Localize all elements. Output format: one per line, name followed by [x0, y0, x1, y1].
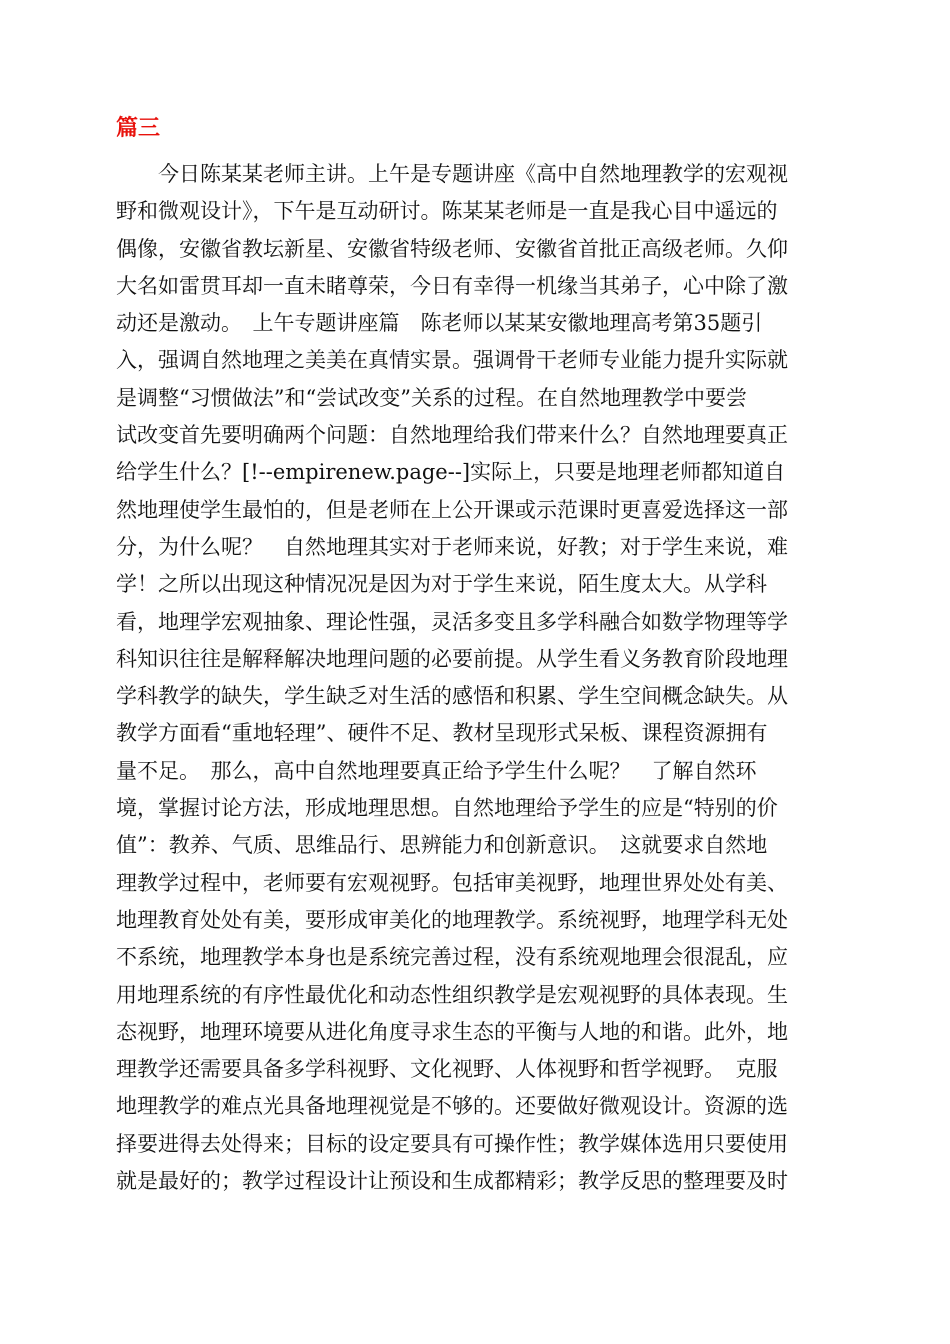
text-line: 大名如雷贯耳却一直未睹尊荣，今日有幸得一机缘当其弟子，心中除了激: [116, 273, 788, 298]
text-line: 理教学还需要具备多学科视野、文化视野、人体视野和哲学视野。 克服: [116, 1057, 778, 1082]
text-line: 量不足。 那么，高中自然地理要真正给予学生什么呢？ 了解自然环: [116, 758, 757, 783]
body-paragraph: [116, 156, 836, 1200]
text-line: 今日陈某某老师主讲。上午是专题讲座《高中自然地理教学的宏观视: [116, 162, 788, 186]
text-line: 然地理使学生最怕的，但是老师在上公开课或示范课时更喜爱选择这一部: [116, 497, 788, 522]
text-line: 科知识往往是解释解决地理问题的必要前提。从学生看义务教育阶段地理: [116, 646, 788, 671]
text-line: 教学方面看“重地轻理”、硬件不足、教材呈现形式呆板、课程资源拥有: [116, 721, 768, 746]
text-line: 学！之所以出现这种情况况是因为对于学生来说，陌生度太大。从学科: [116, 572, 767, 597]
text-line: 值”：教养、气质、思维品行、思辨能力和创新意识。 这就要求自然地: [116, 833, 768, 858]
text-line: 择要进得去处得来；目标的设定要具有可操作性；教学媒体选用只要使用: [116, 1131, 788, 1156]
text-line: 给学生什么？[!--empirenew.page--]实际上，只要是地理老师都知道自: [116, 460, 786, 485]
text-line: 是调整“习惯做法”和“尝试改变”关系的过程。在自然地理教学中要尝: [116, 385, 747, 410]
text-line: 就是最好的；教学过程设计让预设和生成都精彩；教学反思的整理要及时: [116, 1169, 788, 1194]
text-line: 试改变首先要明确两个问题：自然地理给我们带来什么？自然地理要真正: [116, 423, 788, 448]
text-line: 地理教育处处有美，要形成审美化的地理教学。系统视野，地理学科无处: [116, 907, 788, 932]
text-line: 态视野，地理环境要从进化角度寻求生态的平衡与人地的和谐。此外，地: [116, 1019, 788, 1044]
text-line: 用地理系统的有序性最优化和动态性组织教学是宏观视野的具体表现。生: [116, 982, 788, 1007]
text-line: 理教学过程中，老师要有宏观视野。包括审美视野，地理世界处处有美、: [116, 870, 788, 895]
text-line: 学科教学的缺失，学生缺乏对生活的感悟和积累、学生空间概念缺失。从: [116, 684, 788, 709]
text-line: 分，为什么呢？ 自然地理其实对于老师来说，好教；对于学生来说，难: [116, 534, 788, 559]
text-line: 偶像，安徽省教坛新星、安徽省特级老师、安徽省首批正高级老师。久仰: [116, 236, 788, 261]
text-line: 不系统，地理教学本身也是系统完善过程，没有系统观地理会很混乱，应: [116, 945, 788, 970]
section-heading: 篇三: [116, 116, 161, 141]
text-line: 境，掌握讨论方法，形成地理思想。自然地理给予学生的应是“特别的价: [116, 796, 778, 821]
text-line: 入，强调自然地理之美美在真情实景。强调骨干老师专业能力提升实际就: [116, 348, 788, 373]
text-line: 野和微观设计》，下午是互动研讨。陈某某老师是一直是我心目中遥远的: [116, 199, 778, 224]
text-line: 地理教学的难点光具备地理视觉是不够的。还要做好微观设计。资源的选: [116, 1094, 788, 1119]
text-line: 看，地理学宏观抽象、理论性强，灵活多变且多学科融合如数学物理等学: [116, 609, 788, 634]
text-line: 动还是激动。 上午专题讲座篇 陈老师以某某安徽地理高考第35题引: [116, 311, 763, 336]
